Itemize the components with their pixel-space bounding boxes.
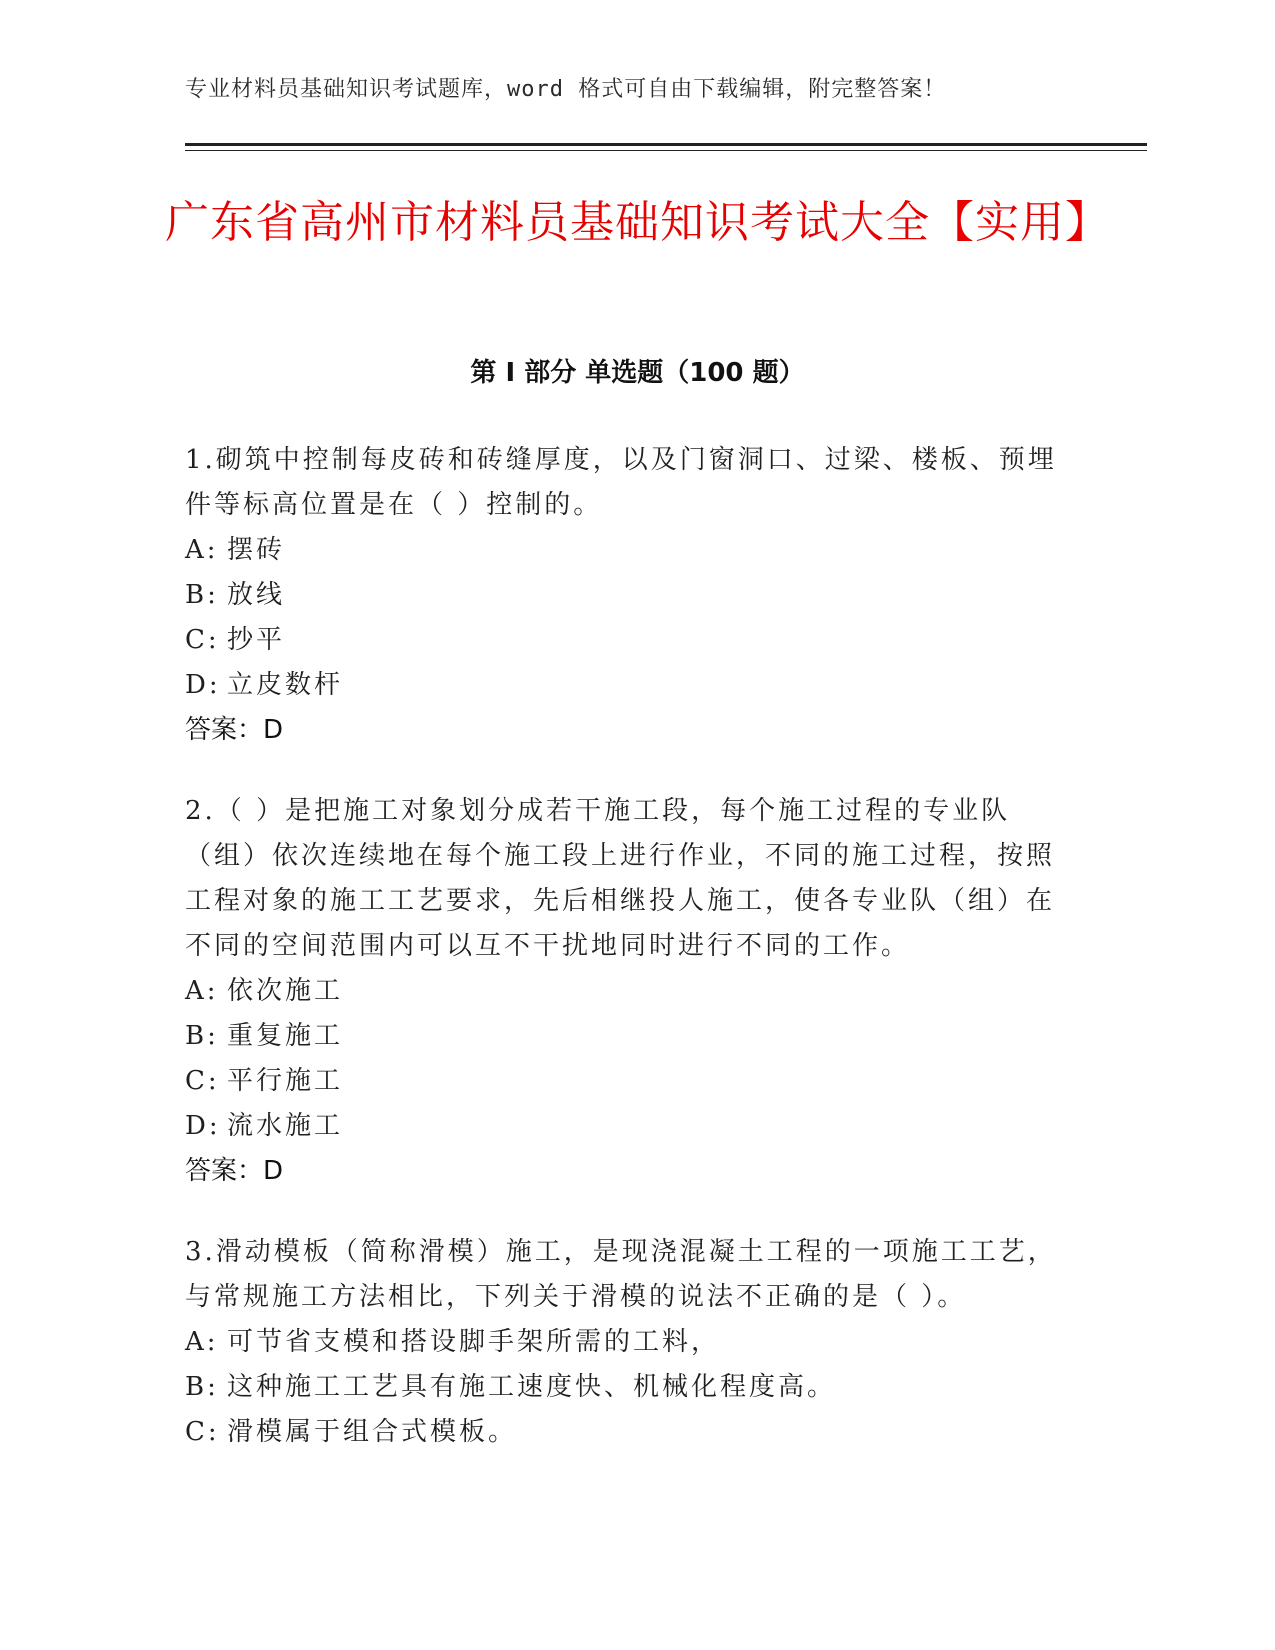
option-key: B:	[185, 1021, 219, 1051]
question-stem: 3.滑动模板（简称滑模）施工，是现浇混凝土工程的一项施工工艺，与常规施工方法相比，下列关于滑模的说法不正确的是（ ）。	[185, 1237, 1057, 1312]
header-note: 专业材料员基础知识考试题库，word 格式可自由下载编辑，附完整答案！	[185, 77, 947, 102]
option-key: C:	[185, 1417, 220, 1447]
option-text: 立皮数杆	[227, 670, 344, 700]
question-3	[185, 1230, 1065, 1455]
option-b	[185, 1365, 1065, 1410]
option-text: 这种施工工艺具有施工速度快、机械化程度高。	[227, 1372, 837, 1402]
question-list	[185, 438, 1065, 1491]
option-a	[185, 528, 1065, 573]
option-b	[185, 573, 1065, 618]
option-c	[185, 1059, 1065, 1104]
option-key: D:	[185, 670, 221, 700]
option-d	[185, 1104, 1065, 1149]
question-1	[185, 438, 1065, 753]
option-text: 抄平	[227, 625, 286, 655]
option-a	[185, 1320, 1065, 1365]
option-a	[185, 969, 1065, 1014]
option-text: 平行施工	[227, 1066, 344, 1096]
option-text: 摆砖	[227, 535, 286, 565]
option-key: C:	[185, 625, 220, 655]
option-c	[185, 618, 1065, 663]
question-answer: 答案：D	[185, 1156, 284, 1186]
option-text: 放线	[227, 580, 286, 610]
option-key: D:	[185, 1111, 221, 1141]
section-title: 第 I 部分 单选题（100 题）	[470, 358, 805, 388]
header-rule-thin	[185, 150, 1147, 151]
option-text: 流水施工	[227, 1111, 344, 1141]
option-text: 滑模属于组合式模板。	[227, 1417, 518, 1447]
option-key: C:	[185, 1066, 220, 1096]
document-title: 广东省高州市材料员基础知识考试大全【实用】	[165, 197, 1110, 248]
option-c	[185, 1410, 1065, 1455]
option-key: B:	[185, 1372, 219, 1402]
option-d	[185, 663, 1065, 708]
option-key: A:	[185, 1327, 219, 1357]
question-answer: 答案：D	[185, 715, 284, 745]
option-text: 可节省支模和搭设脚手架所需的工料，	[227, 1327, 721, 1357]
option-key: A:	[185, 535, 219, 565]
question-stem: 1.砌筑中控制每皮砖和砖缝厚度，以及门窗洞口、过梁、楼板、预埋件等标高位置是在（ ）控制的。	[185, 445, 1057, 520]
option-text: 依次施工	[227, 976, 344, 1006]
question-stem: 2.（ ）是把施工对象划分成若干施工段，每个施工过程的专业队（组）依次连续地在每个施工段上进行作业，不同的施工过程，按照工程对象的施工工艺要求，先后相继投人施工，使各专业队（组）在不同的空间范围内可以互不干扰地同时进行不同的工作。	[185, 796, 1056, 961]
question-2	[185, 789, 1065, 1194]
option-key: A:	[185, 976, 219, 1006]
option-key: B:	[185, 580, 219, 610]
header-rule-thick	[185, 143, 1147, 146]
option-text: 重复施工	[227, 1021, 344, 1051]
option-b	[185, 1014, 1065, 1059]
